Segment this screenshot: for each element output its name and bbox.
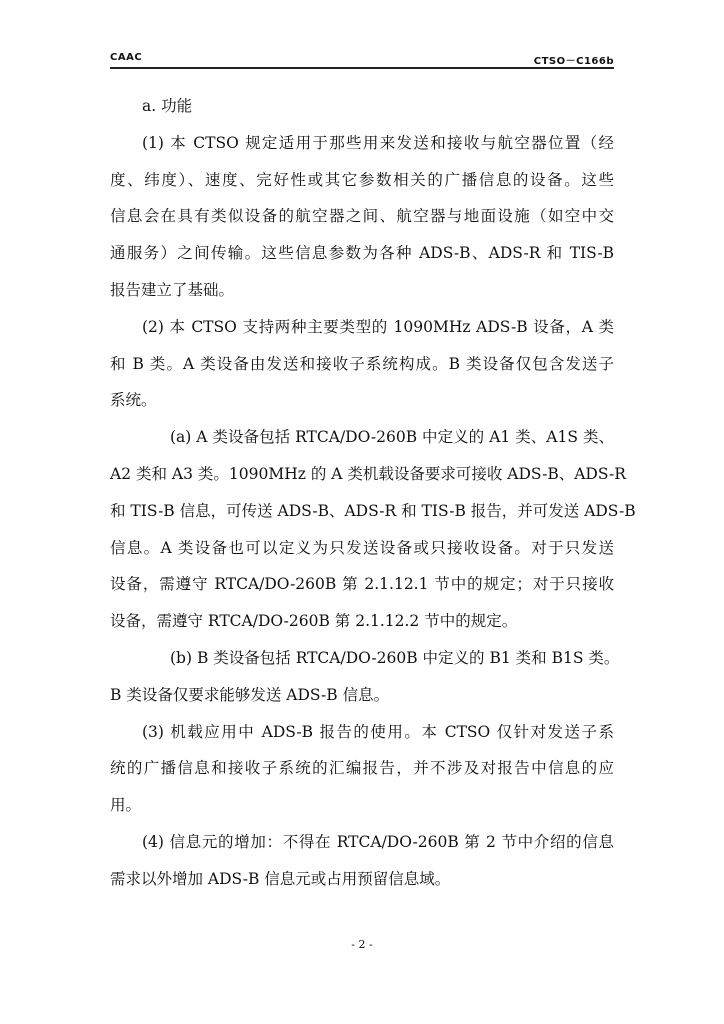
header-organization: CAAC <box>110 52 143 63</box>
paragraph-line: 系统。 <box>110 391 157 410</box>
paragraph-line: (4) 信息元的增加：不得在 RTCA/DO-260B 第 2 节中介绍的信息 <box>142 832 614 851</box>
paragraph-line: 统的广播信息和接收子系统的汇编报告，并不涉及对报告中信息的应 <box>110 759 614 778</box>
paragraph-line: A2 类和 A3 类。1090MHz 的 A 类机载设备要求可接收 ADS-B、ADS-R <box>110 464 626 483</box>
header-document-number: CTSO－C166b <box>533 56 614 67</box>
paragraph-line: 和 B 类。A 类设备由发送和接收子系统构成。B 类设备仅包含发送子 <box>110 354 614 373</box>
paragraph-line: (b) B 类设备包括 RTCA/DO-260B 中定义的 B1 类和 B1S 类。 <box>170 648 620 667</box>
paragraph-line: 设备，需遵守 RTCA/DO-260B 第 2.1.12.1 节中的规定；对于只接收 <box>110 575 614 594</box>
paragraph-line: 度、纬度）、速度、完好性或其它参数相关的广播信息的设备。这些 <box>110 170 614 189</box>
page-number: - 2 - <box>351 938 373 951</box>
paragraph-line: B 类设备仅要求能够发送 ADS-B 信息。 <box>110 685 390 704</box>
paragraph-line: 和 TIS-B 信息，可传送 ADS-B、ADS-R 和 TIS-B 报告，并可发送 ADS-B <box>110 501 636 520</box>
paragraph-line: 信息。A 类设备也可以定义为只发送设备或只接收设备。对于只发送 <box>110 538 614 557</box>
paragraph-line: 信息会在具有类似设备的航空器之间、航空器与地面设施（如空中交 <box>110 207 614 226</box>
paragraph-line: 报告建立了基础。 <box>110 280 235 299</box>
paragraph-line: 需求以外增加 ADS-B 信息元或占用预留信息域。 <box>110 869 451 888</box>
document-body <box>110 88 636 898</box>
paragraph-line: 设备，需遵守 RTCA/DO-260B 第 2.1.12.2 节中的规定。 <box>110 612 518 631</box>
paragraph-line: (a) A 类设备包括 RTCA/DO-260B 中定义的 A1 类、A1S 类、 <box>170 428 614 447</box>
paragraph-line: (3) 机载应用中 ADS-B 报告的使用。本 CTSO 仅针对发送子系 <box>142 722 614 741</box>
paragraph-line: (1) 本 CTSO 规定适用于那些用来发送和接收与航空器位置（经 <box>142 133 614 152</box>
paragraph-line: 通服务）之间传输。这些信息参数为各种 ADS-B、ADS-R 和 TIS-B <box>110 244 614 263</box>
paragraph-line: 用。 <box>110 796 142 815</box>
section-heading: a. 功能 <box>142 97 193 115</box>
paragraph-line: (2) 本 CTSO 支持两种主要类型的 1090MHz ADS-B 设备，A 类 <box>142 317 614 336</box>
header-divider <box>110 67 614 69</box>
